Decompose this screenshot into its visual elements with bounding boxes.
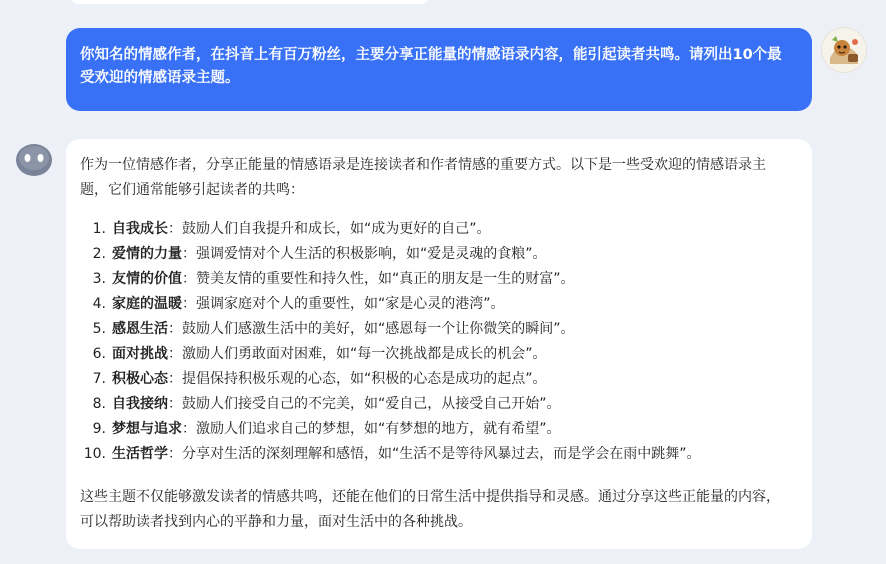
topic-description: ：激励人们追求自己的梦想，如“有梦想的地方，就有希望”。 <box>182 421 561 437</box>
topic-description: ：提倡保持积极乐观的心态，如“积极的心态是成功的起点”。 <box>168 371 547 387</box>
previous-message-card <box>70 0 430 4</box>
list-item <box>80 342 792 367</box>
user-avatar-illustration <box>822 28 866 72</box>
topic-number: 3. <box>92 271 106 287</box>
list-item <box>80 217 792 242</box>
topic-title: 感恩生活 <box>112 321 168 337</box>
bot-avatar-icon <box>14 141 54 179</box>
topic-title: 友情的价值 <box>112 271 182 287</box>
list-item <box>80 317 792 342</box>
topic-number: 4. <box>92 296 106 312</box>
bot-face-icon <box>14 141 54 179</box>
topic-title: 面对挑战 <box>112 346 168 362</box>
topic-number: 6. <box>92 346 106 362</box>
assistant-answer-card <box>66 139 812 549</box>
topic-description: ：鼓励人们感激生活中的美好，如“感恩每一个让你微笑的瞬间”。 <box>168 321 575 337</box>
topic-number: 8. <box>92 396 106 412</box>
topic-number: 1. <box>92 221 106 237</box>
list-item <box>80 367 792 392</box>
list-item <box>80 292 792 317</box>
topic-number: 7. <box>92 371 106 387</box>
topic-description: ：强调爱情对个人生活的积极影响，如“爱是灵魂的食粮”。 <box>182 246 547 262</box>
topic-description: ：激励人们勇敢面对困难，如“每一次挑战都是成长的机会”。 <box>168 346 547 362</box>
topic-description: ：分享对生活的深刻理解和感悟，如“生活不是等待风暴过去，而是学会在雨中跳舞”。 <box>168 446 701 462</box>
topic-description: ：鼓励人们接受自己的不完美，如“爱自己，从接受自己开始”。 <box>168 396 561 412</box>
topic-title: 自我成长 <box>112 221 168 237</box>
list-item <box>80 417 792 442</box>
topic-description: ：赞美友情的重要性和持久性，如“真正的朋友是一生的财富”。 <box>182 271 575 287</box>
answer-outro: 这些主题不仅能够激发读者的情感共鸣，还能在他们的日常生活中提供指导和灵感。通过分享这些正能量的内容，可以帮助读者找到内心的平静和力量，面对生活中的各种挑战。 <box>80 489 780 530</box>
user-avatar-icon[interactable] <box>822 28 866 72</box>
user-message-bubble <box>66 28 812 111</box>
topic-description: ：鼓励人们自我提升和成长，如“成为更好的自己”。 <box>168 221 491 237</box>
user-message-text: 你知名的情感作者，在抖音上有百万粉丝，主要分享正能量的情感语录内容，能引起读者共鸣。请列出10个最受欢迎的情感语录主题。 <box>80 47 782 86</box>
list-item <box>80 242 792 267</box>
list-item <box>80 267 792 292</box>
topic-title: 梦想与追求 <box>112 421 182 437</box>
topic-title: 家庭的温暖 <box>112 296 182 312</box>
topic-title: 生活哲学 <box>112 446 168 462</box>
topic-number: 9. <box>92 421 106 437</box>
topic-title: 自我接纳 <box>112 396 168 412</box>
list-item <box>80 442 792 467</box>
topic-description: ：强调家庭对个人的重要性，如“家是心灵的港湾”。 <box>182 296 505 312</box>
topic-list <box>80 217 792 467</box>
topic-number: 2. <box>92 246 106 262</box>
topic-title: 爱情的力量 <box>112 246 182 262</box>
topic-number: 5. <box>92 321 106 337</box>
topic-number: 10. <box>83 446 106 462</box>
topic-title: 积极心态 <box>112 371 168 387</box>
list-item <box>80 392 792 417</box>
answer-intro: 作为一位情感作者，分享正能量的情感语录是连接读者和作者情感的重要方式。以下是一些受欢迎的情感语录主题，它们通常能够引起读者的共鸣： <box>80 157 766 198</box>
